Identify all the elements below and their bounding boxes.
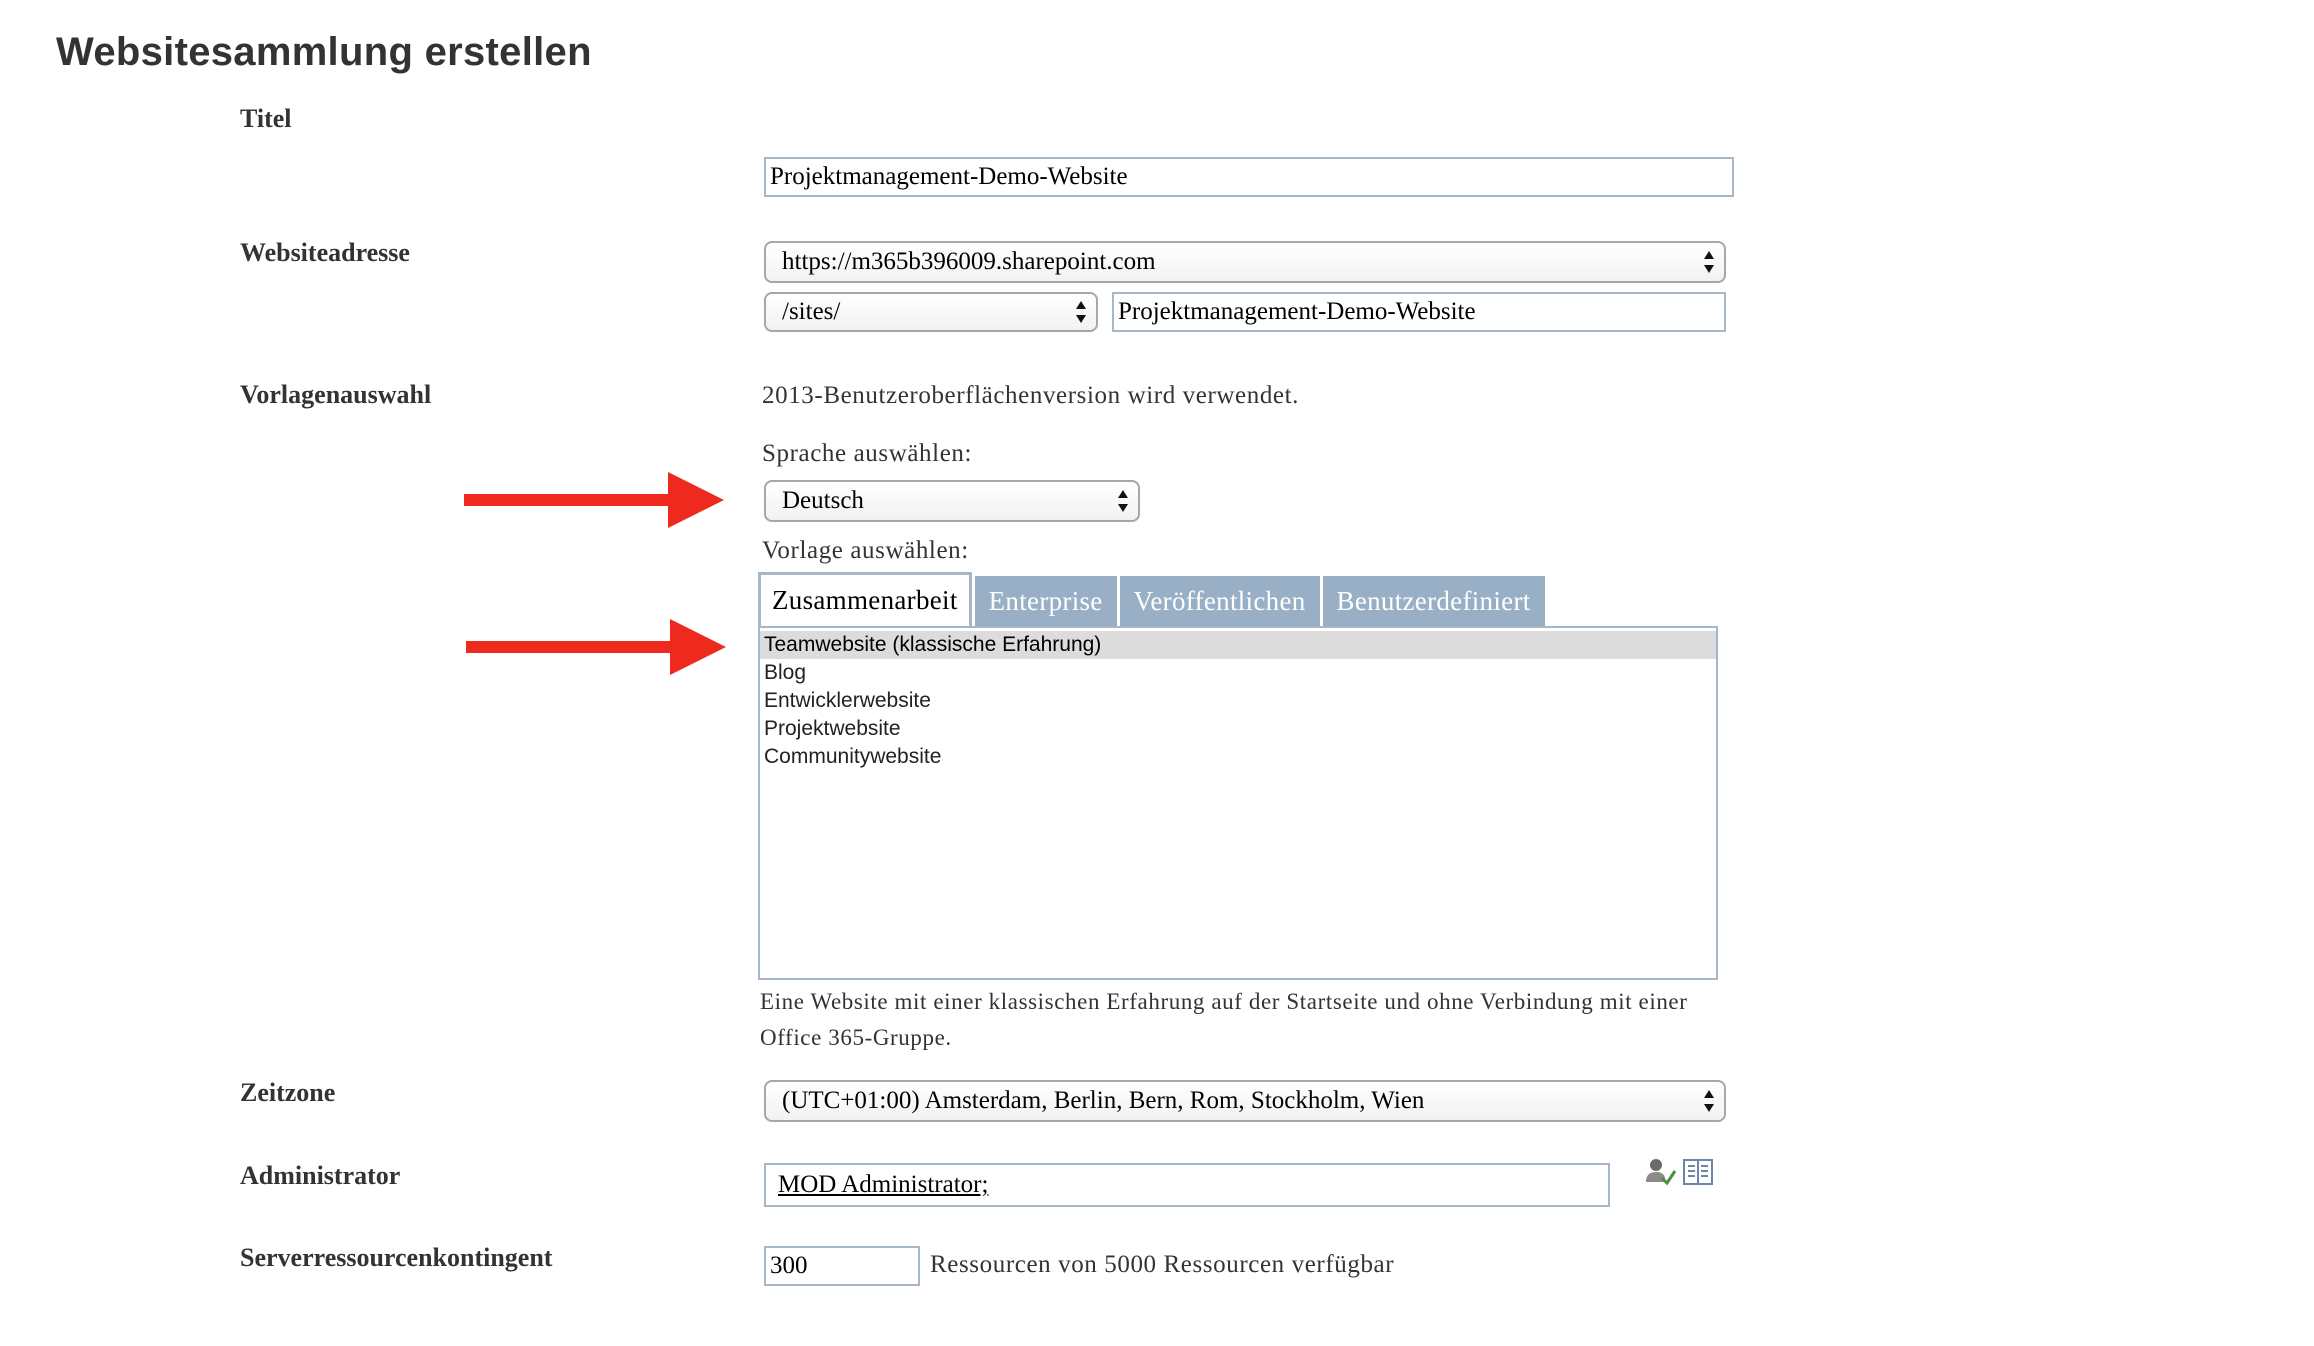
tab-zusammenarbeit[interactable]: Zusammenarbeit xyxy=(758,572,972,626)
server-resource-quota-suffix: Ressourcen von 5000 Ressourcen verfügbar xyxy=(930,1251,1395,1278)
title-input[interactable]: Projektmanagement-Demo-Website xyxy=(764,157,1734,197)
red-arrow-annotation-icon xyxy=(466,619,726,675)
ui-version-note: 2013-Benutzeroberflächenversion wird verwendet. xyxy=(762,382,1300,409)
site-address-label: Websiteadresse xyxy=(240,238,410,267)
tab-benutzerdefiniert[interactable]: Benutzerdefiniert xyxy=(1323,576,1545,626)
language-select[interactable] xyxy=(764,480,1140,522)
administrator-input[interactable] xyxy=(764,1163,1610,1207)
list-item[interactable]: Communitywebsite xyxy=(764,745,942,768)
red-arrow-annotation-icon xyxy=(464,472,724,528)
server-resource-quota-label: Serverressourcenkontingent xyxy=(240,1243,553,1272)
time-zone-value: (UTC+01:00) Amsterdam, Berlin, Bern, Rom, Stockholm, Wien xyxy=(782,1087,1425,1114)
template-label: Vorlage auswählen: xyxy=(762,537,969,564)
language-select-value: Deutsch xyxy=(782,487,864,514)
select-arrows-icon xyxy=(1074,299,1088,325)
tab-enterprise[interactable]: Enterprise xyxy=(975,576,1117,626)
administrator-label: Administrator xyxy=(240,1161,401,1190)
select-arrows-icon xyxy=(1702,1088,1716,1114)
page-title: Websitesammlung erstellen xyxy=(56,30,592,74)
domain-select-value: https://m365b396009.sharepoint.com xyxy=(782,248,1156,275)
path-prefix-select[interactable] xyxy=(764,292,1098,332)
url-name-input[interactable]: Projektmanagement-Demo-Website xyxy=(1112,292,1726,332)
template-list[interactable] xyxy=(758,626,1718,980)
time-zone-select[interactable] xyxy=(764,1080,1726,1122)
template-tabs xyxy=(758,576,1548,626)
select-arrows-icon xyxy=(1702,249,1716,275)
select-arrows-icon xyxy=(1116,488,1130,514)
title-label: Titel xyxy=(240,104,292,133)
list-item[interactable]: Teamwebsite (klassische Erfahrung) xyxy=(760,631,1716,659)
address-book-icon[interactable] xyxy=(1682,1156,1714,1188)
list-item[interactable]: Blog xyxy=(764,661,807,684)
template-description: Eine Website mit einer klassischen Erfahrung auf der Startseite und ohne Verbindung mit einer Office 365-Gruppe. xyxy=(760,989,1688,1050)
list-item[interactable]: Projektwebsite xyxy=(764,717,901,740)
list-item[interactable]: Entwicklerwebsite xyxy=(764,689,931,712)
path-prefix-value: /sites/ xyxy=(782,298,841,325)
time-zone-label: Zeitzone xyxy=(240,1078,336,1107)
domain-select[interactable] xyxy=(764,241,1726,283)
template-selection-label: Vorlagenauswahl xyxy=(240,380,432,409)
people-picker-icons xyxy=(1644,1156,1714,1188)
administrator-value[interactable]: MOD Administrator; xyxy=(778,1171,989,1198)
tab-veroeffentlichen[interactable]: Veröffentlichen xyxy=(1120,576,1320,626)
check-names-icon[interactable] xyxy=(1644,1156,1676,1188)
server-resource-quota-input[interactable]: 300 xyxy=(764,1246,920,1286)
language-label: Sprache auswählen: xyxy=(762,440,973,467)
